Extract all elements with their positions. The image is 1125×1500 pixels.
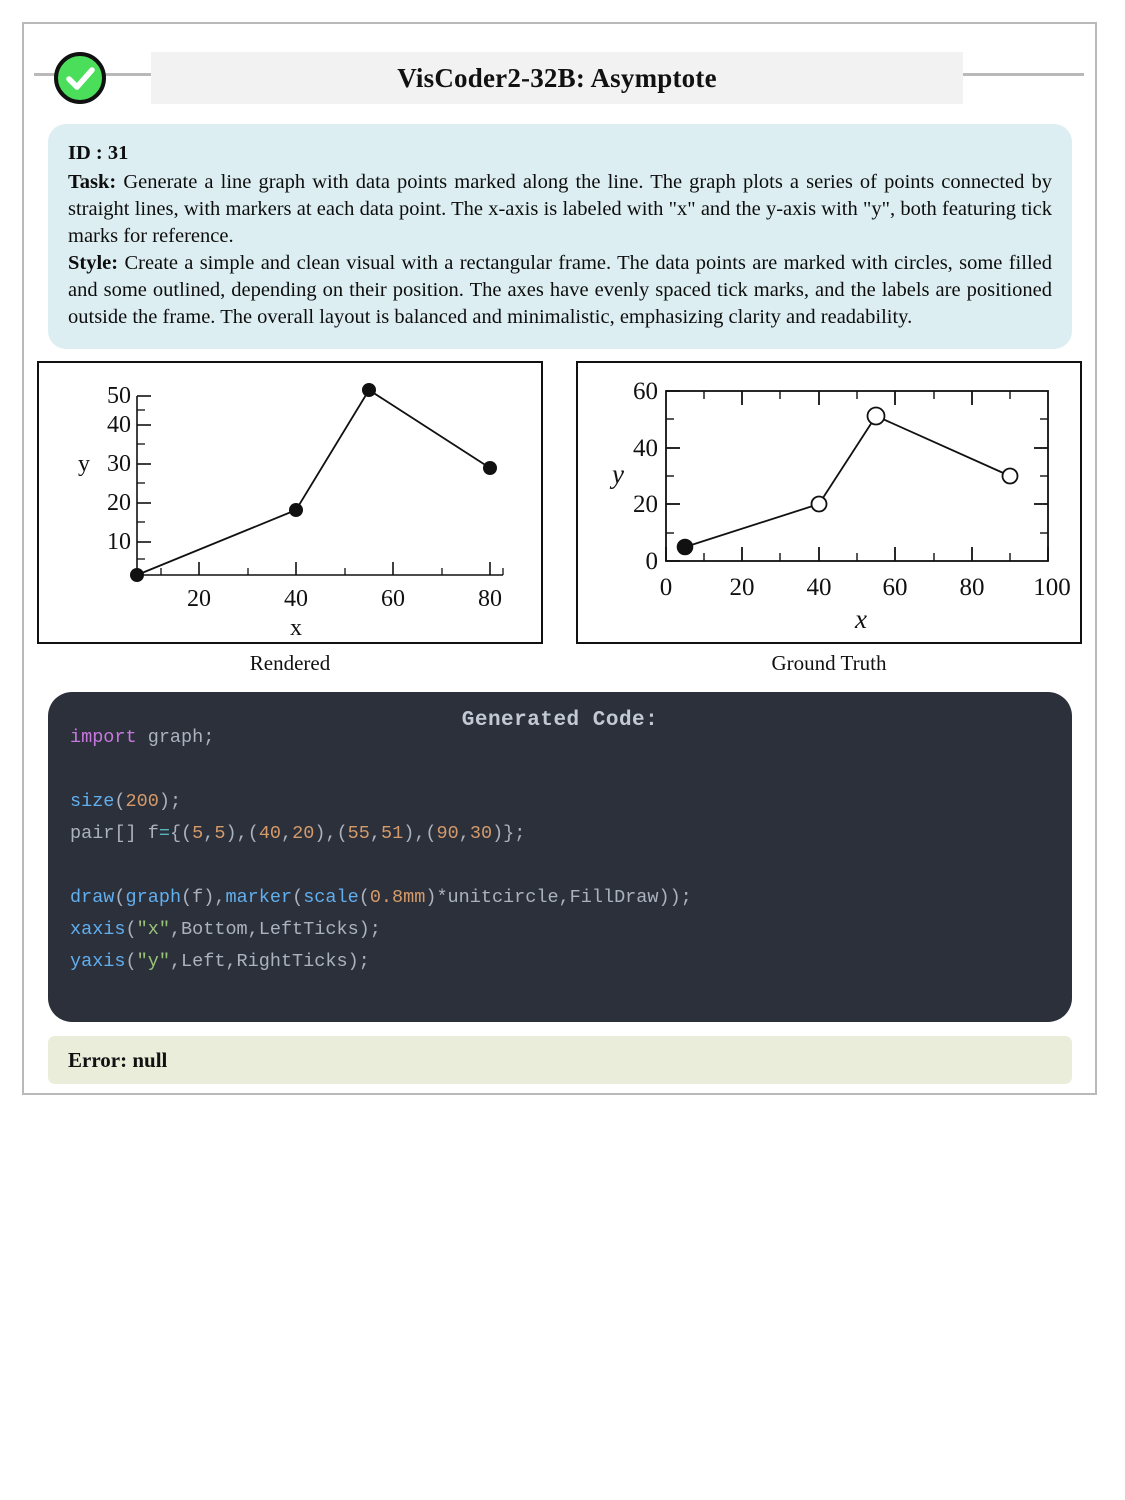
- y-tick-label: 20: [107, 490, 131, 516]
- x-axis-label: x: [855, 604, 867, 634]
- code-token: marker: [225, 887, 293, 908]
- x-tick-label: 40: [806, 574, 832, 601]
- task-description-panel: [48, 124, 1072, 349]
- header: [24, 42, 1095, 106]
- code-token: draw: [70, 887, 115, 908]
- code-line: [70, 754, 1060, 786]
- code-token: xaxis: [70, 919, 126, 940]
- y-tick-label: 20: [633, 491, 658, 518]
- code-line: [70, 818, 1060, 850]
- x-axis-label: x: [290, 615, 302, 641]
- code-token: ),(: [225, 823, 259, 844]
- code-token: size: [70, 791, 115, 812]
- y-axis-label: y: [612, 459, 624, 489]
- code-token: )*unitcircle,FillDraw));: [425, 887, 692, 908]
- code-token: 55: [347, 823, 370, 844]
- x-tick-label: 20: [729, 574, 755, 601]
- code-token: ,: [458, 823, 470, 844]
- code-token: {(: [169, 823, 193, 844]
- code-token: "x": [136, 919, 170, 940]
- x-tick-label: 60: [882, 574, 908, 601]
- task-paragraph: [68, 169, 1052, 250]
- task-text: Generate a line graph with data points marked along the line. The graph plots a series of points connected by straight lines, with markers at each data point. The x-axis is labeled with "x" and the y-axis with "y", both featuring tick marks for reference.: [68, 171, 1052, 247]
- code-line: [70, 850, 1060, 882]
- error-message: Error: null: [68, 1047, 168, 1072]
- y-tick-label: 40: [633, 435, 658, 462]
- code-token: ),(: [403, 823, 437, 844]
- code-token: pair: [70, 823, 115, 844]
- y-tick-label: 30: [107, 451, 131, 477]
- code-token: 20: [292, 823, 315, 844]
- code-token: ,Bottom,LeftTicks);: [169, 919, 381, 940]
- result-card: [22, 22, 1097, 1095]
- code-line: [70, 722, 1060, 754]
- x-tick-label: 20: [187, 586, 211, 612]
- code-token: 40: [258, 823, 282, 844]
- title-container: [151, 52, 963, 104]
- code-panel-title: Generated Code:: [461, 709, 659, 732]
- y-tick-label: 10: [107, 529, 131, 555]
- code-token: 0.8mm: [369, 887, 426, 908]
- code-token: 200: [125, 791, 159, 812]
- code-token: scale: [303, 887, 359, 908]
- code-token: (: [125, 919, 137, 940]
- code-token: ,: [281, 823, 293, 844]
- rendered-caption: Rendered: [249, 651, 331, 675]
- data-line: [685, 416, 1010, 547]
- rendered-chart: [39, 363, 541, 642]
- y-axis-label: y: [78, 451, 90, 477]
- page-title: VisCoder2-32B: Asymptote: [397, 62, 717, 93]
- code-token: (: [114, 791, 126, 812]
- ground-truth-caption: Ground Truth: [771, 651, 887, 675]
- code-line: [70, 946, 1060, 978]
- check-circle-icon: [52, 50, 108, 106]
- code-token: 51: [381, 823, 404, 844]
- task-label: Task:: [68, 171, 117, 193]
- y-tick-label: 40: [107, 412, 131, 438]
- x-tick-label: 60: [381, 586, 405, 612]
- code-token: ,Left,RightTicks);: [169, 951, 370, 972]
- code-line: [70, 786, 1060, 818]
- ground-truth-chart: [578, 363, 1080, 642]
- code-token: ,: [369, 823, 381, 844]
- code-token: (: [358, 887, 370, 908]
- y-tick-label: 0: [645, 548, 658, 575]
- code-block[interactable]: [70, 722, 1060, 978]
- code-token: "y": [136, 951, 170, 972]
- x-tick-label: 100: [1033, 574, 1071, 601]
- code-token: ),(: [314, 823, 348, 844]
- x-tick-label: 80: [959, 574, 985, 601]
- rendered-figure: [37, 361, 543, 644]
- code-token: (: [292, 887, 304, 908]
- code-line: [70, 882, 1060, 914]
- x-tick-label: 0: [659, 574, 673, 601]
- x-tick-label: 40: [284, 586, 308, 612]
- code-token: (: [125, 951, 137, 972]
- code-token: ,: [203, 823, 215, 844]
- ground-truth-figure: [576, 361, 1082, 644]
- code-token: 5: [214, 823, 226, 844]
- code-token: 5: [192, 823, 204, 844]
- code-token: );: [158, 791, 182, 812]
- style-label: Style:: [68, 252, 119, 274]
- code-token: )};: [492, 823, 526, 844]
- code-token: =: [158, 823, 170, 844]
- data-line: [137, 390, 490, 575]
- code-token: graph;: [136, 727, 215, 748]
- code-token: yaxis: [70, 951, 126, 972]
- style-paragraph: [68, 250, 1052, 331]
- code-token: (: [114, 887, 126, 908]
- code-token: (f),: [181, 887, 226, 908]
- x-tick-label: 80: [478, 586, 502, 612]
- code-token: 30: [469, 823, 493, 844]
- code-token: [] f: [114, 823, 159, 844]
- code-line: [70, 914, 1060, 946]
- task-id: ID : 31: [68, 142, 129, 164]
- figures-row: [24, 361, 1095, 681]
- error-panel: [48, 1036, 1072, 1084]
- code-token: graph: [125, 887, 182, 908]
- y-tick-label: 60: [633, 378, 658, 405]
- generated-code-panel: [48, 692, 1072, 1022]
- code-token: import: [70, 727, 137, 748]
- style-text: Create a simple and clean visual with a rectangular frame. The data points are marked with circles, some filled and some outlined, depending on their position. The axes have evenly spaced tick marks, and the labels are positioned outside the frame. The overall layout is balanced and minimalistic, emphasizing clarity and readability.: [68, 252, 1052, 328]
- code-token: 90: [436, 823, 459, 844]
- y-tick-label: 50: [107, 383, 131, 409]
